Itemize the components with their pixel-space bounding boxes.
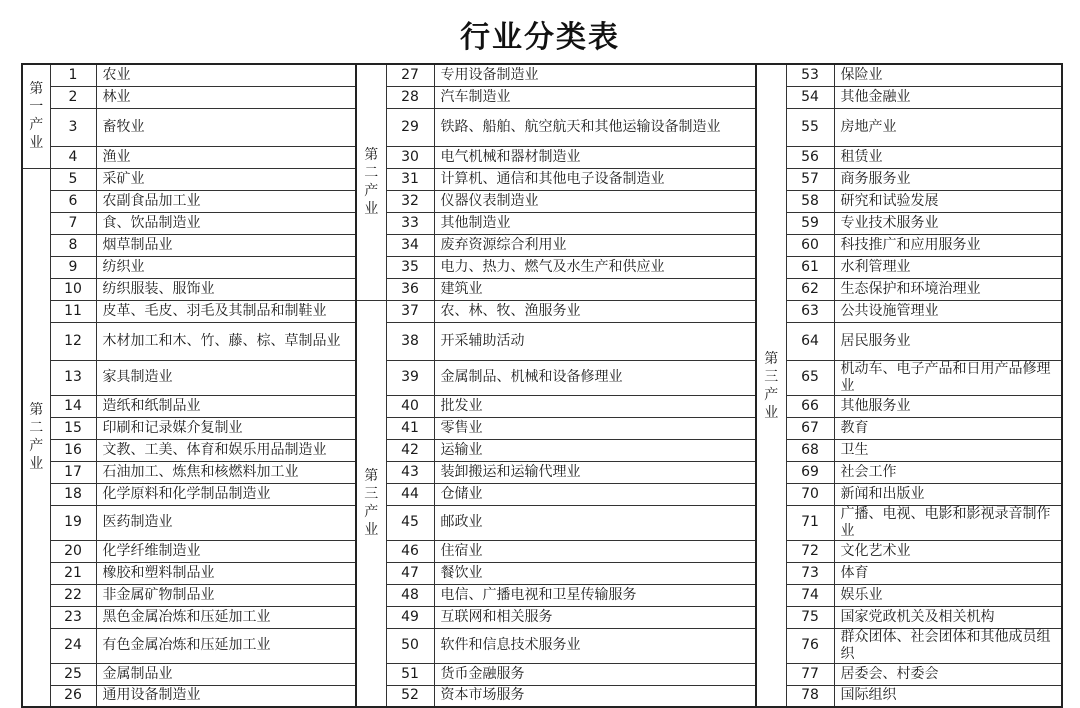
industry-number: 23 — [50, 606, 96, 628]
industry-name: 皮革、毛皮、羽毛及其制品和制鞋业 — [96, 300, 356, 322]
industry-name: 专业技术服务业 — [834, 212, 1062, 234]
table-row — [22, 212, 1062, 234]
industry-name: 群众团体、社会团体和其他成员组织 — [834, 628, 1062, 663]
industry-number: 71 — [786, 505, 834, 540]
industry-name: 批发业 — [434, 395, 756, 417]
industry-name: 零售业 — [434, 417, 756, 439]
table-row — [22, 322, 1062, 360]
table-row — [22, 439, 1062, 461]
industry-name: 专用设备制造业 — [434, 64, 756, 86]
industry-number: 61 — [786, 256, 834, 278]
table-row — [22, 108, 1062, 146]
industry-name: 文教、工美、体育和娱乐用品制造业 — [96, 439, 356, 461]
industry-number: 41 — [386, 417, 434, 439]
industry-name: 畜牧业 — [96, 108, 356, 146]
industry-table-body — [22, 64, 1062, 707]
table-row — [22, 584, 1062, 606]
industry-number: 74 — [786, 584, 834, 606]
industry-number: 65 — [786, 360, 834, 395]
industry-name: 化学原料和化学制品制造业 — [96, 483, 356, 505]
industry-name: 化学纤维制造业 — [96, 540, 356, 562]
industry-number: 59 — [786, 212, 834, 234]
industry-name: 金属制品业 — [96, 663, 356, 685]
industry-name: 餐饮业 — [434, 562, 756, 584]
industry-name: 农副食品加工业 — [96, 190, 356, 212]
industry-name: 非金属矿物制品业 — [96, 584, 356, 606]
table-row — [22, 417, 1062, 439]
industry-number: 70 — [786, 483, 834, 505]
industry-number: 44 — [386, 483, 434, 505]
industry-number: 20 — [50, 540, 96, 562]
industry-name: 公共设施管理业 — [834, 300, 1062, 322]
industry-number: 63 — [786, 300, 834, 322]
table-row — [22, 663, 1062, 685]
industry-number: 22 — [50, 584, 96, 606]
table-row — [22, 146, 1062, 168]
industry-number: 32 — [386, 190, 434, 212]
industry-name: 电力、热力、燃气及水生产和供应业 — [434, 256, 756, 278]
industry-number: 13 — [50, 360, 96, 395]
industry-name: 保险业 — [834, 64, 1062, 86]
industry-name: 生态保护和环境治理业 — [834, 278, 1062, 300]
industry-number: 55 — [786, 108, 834, 146]
industry-name: 社会工作 — [834, 461, 1062, 483]
industry-number: 47 — [386, 562, 434, 584]
industry-number: 4 — [50, 146, 96, 168]
industry-name: 烟草制品业 — [96, 234, 356, 256]
industry-name: 货币金融服务 — [434, 663, 756, 685]
industry-name: 食、饮品制造业 — [96, 212, 356, 234]
industry-number: 57 — [786, 168, 834, 190]
industry-number: 68 — [786, 439, 834, 461]
industry-name: 软件和信息技术服务业 — [434, 628, 756, 663]
industry-name: 其他金融业 — [834, 86, 1062, 108]
industry-number: 8 — [50, 234, 96, 256]
section-tertiary: 第三产业 — [756, 64, 786, 707]
industry-name: 石油加工、炼焦和核燃料加工业 — [96, 461, 356, 483]
industry-name: 科技推广和应用服务业 — [834, 234, 1062, 256]
industry-name: 租赁业 — [834, 146, 1062, 168]
industry-name: 水利管理业 — [834, 256, 1062, 278]
industry-number: 12 — [50, 322, 96, 360]
industry-number: 78 — [786, 685, 834, 707]
industry-number: 19 — [50, 505, 96, 540]
industry-number: 73 — [786, 562, 834, 584]
industry-name: 纺织服装、服饰业 — [96, 278, 356, 300]
industry-number: 43 — [386, 461, 434, 483]
industry-name: 装卸搬运和运输代理业 — [434, 461, 756, 483]
industry-name: 农业 — [96, 64, 356, 86]
industry-name: 家具制造业 — [96, 360, 356, 395]
industry-number: 15 — [50, 417, 96, 439]
industry-name: 林业 — [96, 86, 356, 108]
industry-name: 开采辅助活动 — [434, 322, 756, 360]
industry-number: 69 — [786, 461, 834, 483]
industry-name: 文化艺术业 — [834, 540, 1062, 562]
industry-number: 51 — [386, 663, 434, 685]
industry-name: 废弃资源综合利用业 — [434, 234, 756, 256]
industry-number: 28 — [386, 86, 434, 108]
table-row — [22, 505, 1062, 540]
table-row — [22, 606, 1062, 628]
table-row — [22, 685, 1062, 707]
table-row — [22, 300, 1062, 322]
table-row — [22, 64, 1062, 86]
industry-name: 商务服务业 — [834, 168, 1062, 190]
industry-name: 医药制造业 — [96, 505, 356, 540]
industry-number: 5 — [50, 168, 96, 190]
industry-name: 卫生 — [834, 439, 1062, 461]
industry-name: 农、林、牧、渔服务业 — [434, 300, 756, 322]
industry-number: 66 — [786, 395, 834, 417]
industry-number: 75 — [786, 606, 834, 628]
industry-number: 17 — [50, 461, 96, 483]
industry-number: 52 — [386, 685, 434, 707]
industry-name: 仪器仪表制造业 — [434, 190, 756, 212]
industry-number: 39 — [386, 360, 434, 395]
industry-number: 25 — [50, 663, 96, 685]
section-tertiary: 第三产业 — [356, 300, 386, 707]
industry-number: 60 — [786, 234, 834, 256]
industry-number: 26 — [50, 685, 96, 707]
industry-name: 居委会、村委会 — [834, 663, 1062, 685]
industry-number: 10 — [50, 278, 96, 300]
industry-number: 64 — [786, 322, 834, 360]
industry-name: 印刷和记录媒介复制业 — [96, 417, 356, 439]
industry-table — [21, 63, 1063, 708]
industry-name: 金属制品、机械和设备修理业 — [434, 360, 756, 395]
industry-name: 纺织业 — [96, 256, 356, 278]
industry-number: 36 — [386, 278, 434, 300]
table-row — [22, 168, 1062, 190]
section-secondary: 第二产业 — [356, 64, 386, 300]
industry-number: 48 — [386, 584, 434, 606]
industry-number: 7 — [50, 212, 96, 234]
industry-number: 38 — [386, 322, 434, 360]
industry-number: 67 — [786, 417, 834, 439]
industry-number: 35 — [386, 256, 434, 278]
table-row — [22, 86, 1062, 108]
industry-number: 24 — [50, 628, 96, 663]
industry-number: 14 — [50, 395, 96, 417]
industry-number: 58 — [786, 190, 834, 212]
industry-name: 其他制造业 — [434, 212, 756, 234]
industry-number: 21 — [50, 562, 96, 584]
industry-number: 31 — [386, 168, 434, 190]
industry-name: 电气机械和器材制造业 — [434, 146, 756, 168]
industry-name: 造纸和纸制品业 — [96, 395, 356, 417]
page-title: 行业分类表 — [460, 20, 620, 55]
section-secondary: 第二产业 — [22, 168, 50, 707]
industry-number: 30 — [386, 146, 434, 168]
table-row — [22, 461, 1062, 483]
table-row — [22, 562, 1062, 584]
industry-number: 9 — [50, 256, 96, 278]
industry-name: 通用设备制造业 — [96, 685, 356, 707]
table-row — [22, 395, 1062, 417]
table-row — [22, 360, 1062, 395]
industry-name: 仓储业 — [434, 483, 756, 505]
industry-name: 广播、电视、电影和影视录音制作业 — [834, 505, 1062, 540]
industry-number: 27 — [386, 64, 434, 86]
table-row — [22, 628, 1062, 663]
industry-number: 53 — [786, 64, 834, 86]
industry-number: 3 — [50, 108, 96, 146]
industry-number: 62 — [786, 278, 834, 300]
industry-name: 采矿业 — [96, 168, 356, 190]
industry-name: 其他服务业 — [834, 395, 1062, 417]
industry-number: 56 — [786, 146, 834, 168]
industry-name: 住宿业 — [434, 540, 756, 562]
industry-name: 铁路、船舶、航空航天和其他运输设备制造业 — [434, 108, 756, 146]
industry-number: 72 — [786, 540, 834, 562]
industry-name: 国际组织 — [834, 685, 1062, 707]
industry-number: 46 — [386, 540, 434, 562]
industry-number: 40 — [386, 395, 434, 417]
industry-name: 研究和试验发展 — [834, 190, 1062, 212]
industry-number: 34 — [386, 234, 434, 256]
industry-number: 29 — [386, 108, 434, 146]
industry-name: 娱乐业 — [834, 584, 1062, 606]
section-primary: 第一产业 — [22, 64, 50, 168]
industry-name: 邮政业 — [434, 505, 756, 540]
industry-number: 49 — [386, 606, 434, 628]
industry-number: 77 — [786, 663, 834, 685]
industry-number: 11 — [50, 300, 96, 322]
industry-name: 运输业 — [434, 439, 756, 461]
industry-name: 建筑业 — [434, 278, 756, 300]
industry-name: 计算机、通信和其他电子设备制造业 — [434, 168, 756, 190]
industry-name: 木材加工和木、竹、藤、棕、草制品业 — [96, 322, 356, 360]
industry-name: 橡胶和塑料制品业 — [96, 562, 356, 584]
industry-name: 电信、广播电视和卫星传输服务 — [434, 584, 756, 606]
industry-name: 教育 — [834, 417, 1062, 439]
industry-number: 16 — [50, 439, 96, 461]
industry-number: 33 — [386, 212, 434, 234]
table-row — [22, 234, 1062, 256]
industry-number: 18 — [50, 483, 96, 505]
industry-number: 45 — [386, 505, 434, 540]
table-row — [22, 483, 1062, 505]
industry-number: 1 — [50, 64, 96, 86]
table-row — [22, 190, 1062, 212]
industry-number: 42 — [386, 439, 434, 461]
table-row — [22, 278, 1062, 300]
industry-name: 居民服务业 — [834, 322, 1062, 360]
table-row — [22, 540, 1062, 562]
industry-name: 渔业 — [96, 146, 356, 168]
industry-number: 54 — [786, 86, 834, 108]
industry-number: 6 — [50, 190, 96, 212]
industry-name: 机动车、电子产品和日用产品修理业 — [834, 360, 1062, 395]
industry-name: 体育 — [834, 562, 1062, 584]
industry-number: 76 — [786, 628, 834, 663]
industry-name: 黑色金属冶炼和压延加工业 — [96, 606, 356, 628]
table-row — [22, 256, 1062, 278]
industry-name: 有色金属冶炼和压延加工业 — [96, 628, 356, 663]
industry-name: 资本市场服务 — [434, 685, 756, 707]
industry-number: 50 — [386, 628, 434, 663]
industry-number: 2 — [50, 86, 96, 108]
industry-name: 互联网和相关服务 — [434, 606, 756, 628]
industry-name: 新闻和出版业 — [834, 483, 1062, 505]
industry-name: 房地产业 — [834, 108, 1062, 146]
industry-number: 37 — [386, 300, 434, 322]
industry-name: 汽车制造业 — [434, 86, 756, 108]
industry-name: 国家党政机关及相关机构 — [834, 606, 1062, 628]
